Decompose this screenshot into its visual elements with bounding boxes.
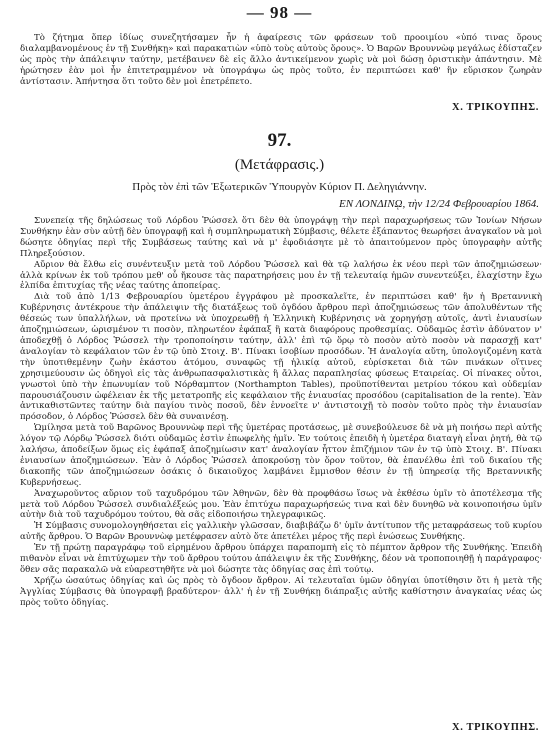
bottom-signature: Χ. ΤΡΙΚΟΥΠΗΣ. [452,722,539,733]
body-paragraph: Συνεπείᾳ τῆς δηλώσεως τοῦ Λόρδου Ῥώσσελ ὅτι δὲν θὰ ὑπογράψῃ τὴν περὶ παραχωρήσεως τῶν Ἰονίων Νήσων Συνθήκην ἐὰν σὺν αὐτῇ δὲν ὑπογραφῇ καὶ ἡ συμπληρωματικὴ Σύμβασις, θέλετε ἐξάπαντος θεωρήσει ἀναγκαῖον νὰ μοὶ δώσητε ὁδηγίας περὶ τῆς Συμβάσεως ταύτης καὶ νὰ μ' ἐφοδιάσητε μὲ τὸ ἀπαιτούμενον πρὸς ὑπογραφὴν αὐτῆς Πληρεξούσιον. [20,216,542,259]
body-paragraph: Ἡ Σύμβασις συνομολογηθήσεται εἰς γαλλικὴν γλῶσσαν, διαβιβάζω δ' ὑμῖν ἀντίτυπον τῆς μεταφράσεως τοῦ κυρίου αὐτῆς ἄρθρου. Ὁ Βαρῶν Βρουννὼφ μετέφρασεν αὐτὸ ὅτε ἀπετέλει μέρος τῆς περὶ ἑνώσεως Συνθήκης. [20,521,542,543]
top-paragraph-block [20,33,542,88]
addressee-line: Πρὸς τὸν ἐπὶ τῶν Ἐξωτερικῶν Ὑπουργὸν Κύριον Π. Δεληγιάννην. [132,181,427,193]
dateline: ΕΝ ΛΟΝΔΙΝῼ, τὴν 12/24 Φεβρουαρίου 1864. [339,198,539,210]
body-paragraph: Ὡμίλησα μετὰ τοῦ Βαρῶνος Βρουννὼφ περὶ τῆς ὑμετέρας προτάσεως, μὲ συνεβούλευσε δὲ νὰ μὴ ποιήσω περὶ αὐτῆς λόγον τῷ Λόρδῳ Ῥώσσελ διότι οὐδαμῶς ἐστὶν ἐπωφελὴς ἡμῖν. Ἐν τούτοις ἐπειδὴ ἡ ὑμετέρα διαταγὴ εἶναι ῥητή, θὰ τῷ λαλήσω, ἀποδείξων ὅμως εἰς ἐφάπαξ ἀποζημίωσιν κατ' ἀναλογίαν ἧττον ἐπιζήμιον τῶν ἐν τῷ ὑπὸ Στοιχ. Β'. Πίνακι ἐνιαυσίων ἀποζημιώσεων. Ἐὰν ὁ Λόρδος Ῥώσσελ ἀποκρούσῃ τὸν ὅρον τοῦτον, θὰ ἐπανέλθω ἐπὶ τοῦ δικαίου τῆς διακοπῆς τῶν ἀποζημιώσεων ὁσάκις ὁ δικαιοῦχος λαμβάνει ἔμμισθον θέσιν ἐν τῇ ὑπηρεσίᾳ τῆς Βρεταννικῆς Κυβερνήσεως. [20,423,542,488]
letter-body [20,216,542,609]
body-paragraph: Ἐν τῇ πρώτῃ παραγράφῳ τοῦ εἰρημένου ἄρθρου ὑπάρχει παραπομπὴ εἰς τὸ πέμπτον ἄρθρον τῆς Συνθήκης. Ἐπειδὴ πιθανὸν εἶναι νὰ ἐπιτύχωμεν τὴν τοῦ ἄρθρου τούτου ἀπάλειψιν ἐκ τῆς Συνθήκης, δέον νὰ τροποποιηθῇ ἡ παράγραφος· ὅθεν σᾶς παρακαλῶ νὰ εὐαρεστηθῆτε νὰ μοὶ δώσητε τὰς ὁδηγίας σας ἐπὶ τούτῳ. [20,543,542,575]
top-signature: Χ. ΤΡΙΚΟΥΠΗΣ. [452,102,539,113]
body-paragraph: Αὔριον θὰ ἔλθω εἰς συνέντευξιν μετὰ τοῦ Λόρδου Ῥώσσελ καὶ θὰ τῷ λαλήσω ἐκ νέου περὶ τῶν ἀποζημιώσεων· ἀλλὰ κρίνων ἐκ τοῦ τρόπου μεθ' οὗ ἤκουσε τὰς παρατηρήσεις μου ἐν τῇ τελευταίᾳ ἡμῶν συνεντεύξει, ἐλαχίστην ἔχω ἐλπίδα ἐπιτυχίας τῆς νέας ταύτης ἀποπείρας. [20,259,542,292]
body-paragraph: Διὰ τοῦ ἀπὸ 1/13 Φεβρουαρίου ὑμετέρου ἐγγράφου μὲ προσκαλεῖτε, ἐν περιπτώσει καθ' ἣν ἡ Βρεταννικὴ Κυβέρνησις ἀντέκρουε τὴν ἀπάλειψιν τῆς διατάξεως τοῦ ὀγδόου ἄρθρου περὶ ἀποζημιώσεως τῶν ἀπολυθέντων τῆς θέσεώς των ὑπαλλήλων, νὰ προτείνω νὰ ὑποχρεωθῇ ἡ Ἑλληνικὴ Κυβέρνησις νὰ χορηγήσῃ αὐτοῖς, ἀντὶ ἐνιαυσίων ἀποζημιώσεων, ὡρισμένον τι ποσὸν, πληρωτέον ἐφάπαξ ἢ κατὰ διαφόρους προθεσμίας. Οὐδαμῶς ἐστὶν ἀδύνατον ν' ἀποδεχθῇ ὁ Λόρδος Ῥώσσελ τὴν τροποποίησιν ταύτην, ἀλλ' ἐπὶ τῷ ὅρῳ τὸ ποσὸν αὐτὸ ποσὸν νὰ παρασχῇ κατ' ἀναλογίαν τὸ κεφάλαιον τῶν ἐν τῷ ὑπὸ Στοιχ. Β'. Πίνακι ἰσοβίων προσόδων. Ἡ ἀναλογία αὕτη, ὑπολογιζομένη κατὰ τὴν ὑποτιθεμένην ζωὴν ἑκάστου ἀτόμου, συναφῶς τῇ ἡλικίᾳ αὐτοῦ, εὑρίσκεται διὰ τῶν πινάκων οἵτινες χρησιμεύουσιν ὡς ὁδηγοὶ εἰς τὰς ἀνθρωπασφαλιστικὰς ἢ ἄλλας παραπλησίας φύσεως Εταιρείας. Οἱ πίνακες οὗτοι, γνωστοὶ ὑπὸ τὴν ἐπωνυμίαν τοῦ Νόρθαμπτον (Northampton Tables), προϋποτίθενται μετρίου τόκου καὶ οὐδεμίαν παρουσιάζουσιν ὠφέλειαν ἐκ τῆς μετατροπῆς εἰς κεφάλαιον τῆς ἐνιαυσίας προσόδου (capitalisation de la rente). Ἐὰν ἀντικαθιστῶντες ταύτην διὰ παγίου τινὸς ποσοῦ, δὲν ἐννοεῖτε ν' ἀντιστοιχῇ τὸ ποσὸν τοῦτο πρὸς τὴν ἐνιαυσίαν πρόσοδον, ὁ Λόρδος Ῥώσσελ δὲν θὰ συναινέσῃ. [20,292,542,423]
body-paragraph: Ἀναχωροῦντος αὔριον τοῦ ταχυδρόμου τῶν Ἀθηνῶν, δὲν θὰ προφθάσω ἴσως νὰ ἐκθέσω ὑμῖν τὸ ἀποτέλεσμα τῆς μετὰ τοῦ Λόρδου Ῥώσσελ συνδιαλέξεώς μου. Ἐὰν ἐπιτύχω παραχωρήσεώς τινα καὶ δὲν δυνηθῶ νὰ κοινοποιήσω ὑμῖν αὐτὴν διὰ τοῦ ταχυδρόμου τούτου, θὰ σᾶς εἰδοποιήσω τηλεγραφικῶς. [20,488,542,521]
document-heading: (Μετάφρασις.) [234,157,325,173]
body-paragraph: Χρήζω ὡσαύτως ὁδηγίας καὶ ὡς πρὸς τὸ ὄγδοον ἄρθρον. Αἱ τελευταῖαι ὑμῶν ὁδηγίαι ὑποτίθησιν ὅτι ἡ μετὰ τῆς Ἀγγλίας Σύμβασις θὰ ὑπογραφῇ βραδύτερον· ἀλλ' ἡ ἐν τῇ Συνθήκῃ διάπραξις αὐτῆς καθίστησιν ἀναγκαίας νέας ὡς πρὸς τοῦτο ὁδηγίας. [20,575,542,608]
page-number: — 98 — [246,3,313,22]
document-number: 97. [267,130,292,151]
top-paragraph: Τὸ ζήτημα ὅπερ ἰδίως συνεζητήσαμεν ἦν ἡ ἀφαίρεσις τῶν φράσεων τοῦ προοιμίου «ὑπό τινας ὅρους διαλαμβανομένους ἐν τῇ Συνθήκῃ» καὶ παρακατιὼν «ὑπὸ τοὺς αὐτοὺς ὅρους». Ὁ Βαρῶν Βρουννὼφ μεγάλως ἐδίσταζεν ὡς πρὸς τὴν ἀπάλειψιν ταύτην, μετέβαινεν δὲ εἰς ἄλλο ἀντικείμενον χωρὶς νὰ μοὶ δώσῃ ὁριστικὴν ἀπάντησιν. Μὲ ἠρώτησεν ἐὰν μοὶ ἦν ἐπιτετραμμένον νὰ ὑπογράψω ὡς πρὸς τοῦτο, ἐν περιπτώσει καθ' ἣν εὕρισκον ζωηρὰν ἀντίστασιν. Ἀπήντησα ὅτι τοῦτο δὲν μοὶ ἐπετρέπετο. [20,33,542,87]
